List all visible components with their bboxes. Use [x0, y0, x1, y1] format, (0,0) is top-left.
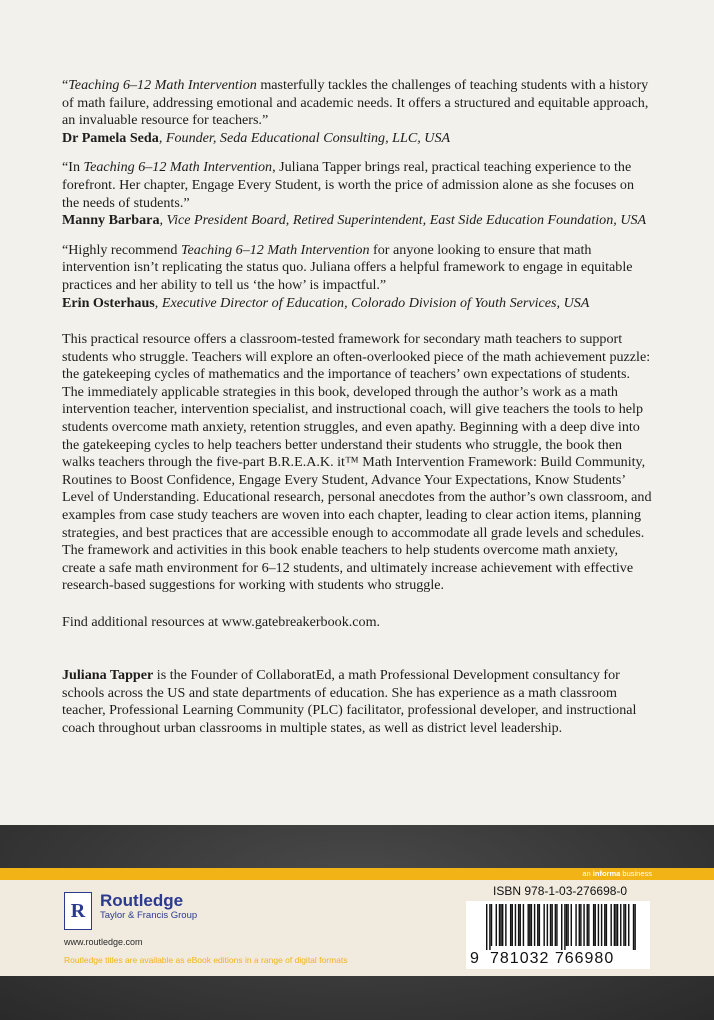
quote-author-role: , Executive Director of Education, Colorado Division of Youth Services, USA	[154, 294, 590, 311]
quote-author-role: , Founder, Seda Educational Consulting, LLC, USA	[158, 129, 451, 146]
barcode: 9 781032 766980	[466, 901, 650, 969]
quote-author: Manny Barbara	[62, 212, 160, 229]
endorsements	[62, 77, 652, 312]
book-title: Teaching 6–12 Math Intervention	[68, 77, 257, 93]
author-bio-text: is the Founder of CollaboratEd, a math Professional Development consultancy for schools across the US and state departments of education. She has experience as a math classroom teacher, Professional Learning Community (PLC) facilitator, professional developer, and instructional coach throughout urban classrooms in multiple states, as well as district level leadership.	[62, 667, 637, 736]
quote-open: “	[62, 77, 69, 93]
quote-author: Erin Osterhaus	[62, 294, 155, 311]
endorsement	[62, 242, 652, 312]
quote-text: , Juliana Tapper brings real, practical teaching experience to the forefront. Her chapter, Engage Every Student, is worth the price of admission alone as she focuses on the needs of students.”	[62, 159, 635, 211]
author-bio	[62, 667, 652, 737]
endorsement	[62, 159, 652, 229]
ebook-note: Routledge titles are available as eBook editions in a range of digital formats	[64, 955, 348, 965]
informa-tagline: an informa business	[582, 869, 652, 878]
quote-author-role: , Vice President Board, Retired Superintendent, East Side Education Foundation, USA	[159, 212, 647, 229]
resources-link-text: Find additional resources at www.gatebreakerbook.com.	[62, 614, 381, 630]
isbn-text: ISBN 978-1-03-276698-0	[493, 884, 628, 898]
quote-text: for anyone looking to ensure that math intervention isn’t replicating the status quo. Juliana offers a helpful framework to engage in equitable practices and her ability to tell us ‘the how’ is impactful.”	[62, 241, 633, 293]
publisher-group: Taylor & Francis Group	[100, 910, 198, 921]
quote-open: “In	[62, 159, 84, 176]
book-description: This practical resource offers a classroom-tested framework for secondary math teachers to support students who struggle. Teachers will explore an often-overlooked piece of the math achievement puzzle: the gatekeeping cycles of mathematics and the importance of teachers’ own expectations of students. The immediately applicable strategies in this book, developed through the author’s work as a math intervention teacher, intervention specialist, and instructional coach, will give teachers the tools to help students overcome math anxiety, retention struggles, and even apathy. Beginning with a deep dive into the gatekeeping cycles to help teachers better understand their students who struggle, the book then walks teachers through the five-part B.R.E.A.K. it™ Math Intervention Framework: Build Community, Routines to Boost Confidence, Engage Every Student, Advance Your Expectations, Know Students’ Level of Understanding. Educational research, personal anecdotes from the author’s own classroom, and examples from case study teachers are woven into each chapter, leading to clear action items, planning strategies, and best practices that are accessible enough to accommodate all grade levels and schedules. The framework and activities in this book enable teachers to help students overcome math anxiety, create a safe math environment for 6–12 students, and ultimately increase achievement with effective research-based suggestions for working with students who struggle.	[62, 331, 652, 594]
routledge-logo	[64, 892, 197, 930]
quote-open: “Highly recommend	[62, 241, 181, 258]
book-title: Teaching 6–12 Math Intervention	[83, 159, 273, 176]
quote-author: Dr Pamela Seda	[62, 129, 159, 146]
quote-text: masterfully tackles the challenges of teaching students with a history of math failure, addressing emotional and academic needs. It offers a structured and equitable approach, an invaluable resource for teachers.”	[62, 77, 649, 129]
routledge-mark-icon: R	[64, 892, 92, 930]
publisher-name: Routledge	[100, 891, 184, 910]
barcode-bars-icon	[486, 904, 636, 950]
book-title: Teaching 6–12 Math Intervention	[180, 241, 370, 258]
endorsement	[62, 77, 652, 147]
author-name: Juliana Tapper	[62, 667, 154, 683]
publisher-website: www.routledge.com	[64, 937, 143, 947]
